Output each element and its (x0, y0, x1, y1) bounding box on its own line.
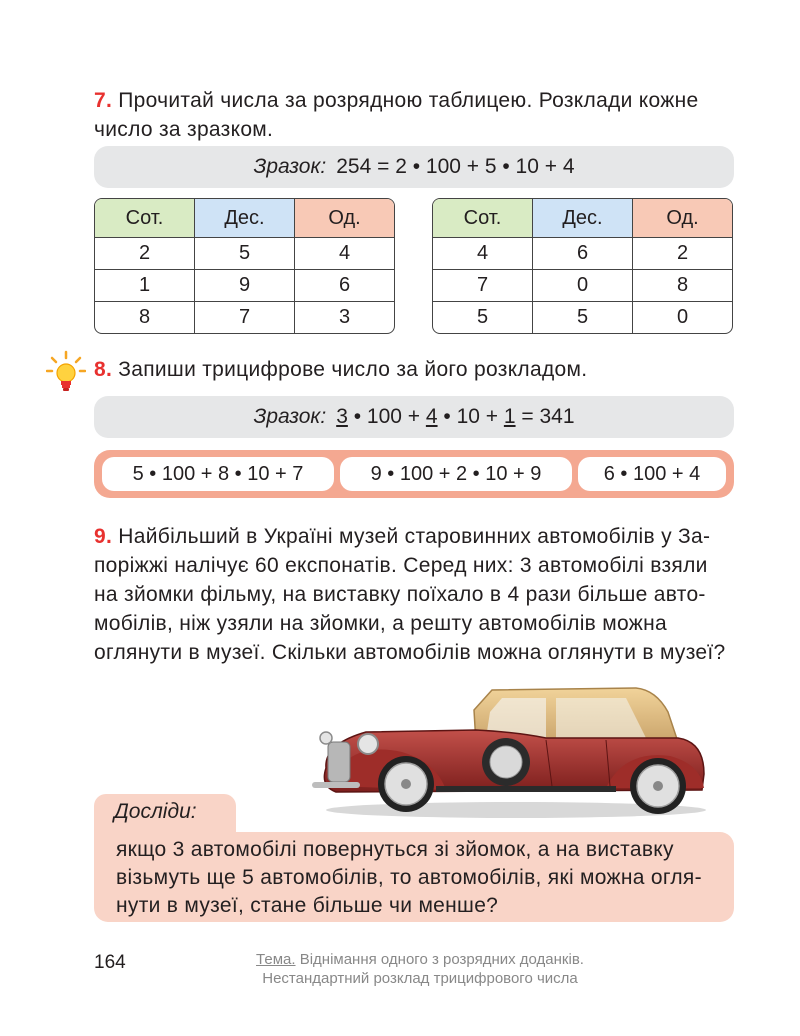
table-cell: 0 (533, 270, 633, 302)
explore-line: якщо 3 автомобілі повернуться зі зйомок, а на виставку (116, 838, 674, 861)
header-hundreds: Сот. (433, 199, 533, 238)
expression-card: 9 • 100 + 2 • 10 + 9 (340, 457, 572, 491)
table-row (95, 270, 394, 302)
table-cell: 6 (295, 270, 394, 302)
header-units: Од. (633, 199, 732, 238)
vintage-car-illustration (306, 682, 712, 822)
sample-part: • 100 + (347, 405, 426, 428)
task-9-text (94, 522, 744, 667)
table-cell: 7 (433, 270, 533, 302)
task-9-line: на зйомки фільму, на виставку поїхало в 4 рази більше авто- (94, 583, 706, 606)
table-cell: 5 (533, 302, 633, 333)
place-value-table-left (94, 198, 395, 334)
explore-line: візьмуть ще 5 автомобілів, то автомобілів, які можна огля- (116, 866, 702, 889)
table-row (95, 238, 394, 270)
table-cell: 2 (95, 238, 195, 270)
explore-line: нути в музеї, стане більше чи менше? (116, 894, 499, 917)
topic-line2: Нестандартний розклад трицифрового числа (262, 970, 578, 987)
table-cell: 1 (95, 270, 195, 302)
explore-title: Досліди: (114, 800, 197, 823)
table-cell: 5 (195, 238, 295, 270)
table-cell: 8 (95, 302, 195, 333)
task-7-number: 7. (94, 89, 113, 112)
table-cell: 0 (676, 306, 689, 328)
topic-line1: Віднімання одного з розрядних доданків. (295, 951, 584, 968)
sample-expression (336, 405, 574, 429)
sample-digit-units: 1 (503, 405, 516, 428)
table-cell: 8 (633, 270, 732, 302)
table-cell: 4 (295, 238, 394, 270)
table-cell: 4 (433, 238, 533, 270)
header-hundreds: Сот. (95, 199, 195, 238)
table-row (95, 302, 394, 333)
task-8-text (94, 355, 744, 384)
sample-label: Зразок: (253, 405, 327, 428)
task-7-sample-bar (94, 146, 734, 188)
task-9-line: Найбільший в Україні музей старовинних автомобілів у За- (118, 525, 711, 548)
task-9-line: оглянути в музеї. Скільки автомобілів можна оглянути в музеї? (94, 641, 726, 664)
table-row (433, 270, 732, 302)
task-9-line: поріжжі налічує 60 експонатів. Серед них: 3 автомобілі взяли (94, 554, 708, 577)
sample-part: = 341 (515, 405, 575, 428)
sample-digit-hundreds: 3 (336, 405, 348, 428)
expression-card: 6 • 100 + 4 (578, 457, 726, 491)
explore-text (116, 836, 716, 920)
table-row (433, 238, 732, 270)
sample-digit-tens: 4 (425, 405, 438, 428)
place-value-table-right (432, 198, 733, 334)
task-8-line: Запиши трицифрове число за його розкладом. (118, 358, 588, 381)
sample-label: Зразок: (253, 155, 327, 178)
task-8-number: 8. (94, 358, 113, 381)
task-9-line: мобілів, ніж узяли на зйомки, а решту автомобілів можна (94, 612, 667, 635)
page-number: 164 (94, 952, 126, 973)
table-cell: 3 (338, 306, 351, 328)
task-7-line1: Прочитай числа за розрядною таблицею. Розклади кожне (118, 89, 699, 112)
table-cell: 6 (533, 238, 633, 270)
table-cell: 9 (195, 270, 295, 302)
table-row (433, 302, 732, 333)
sample-part: • 10 + (437, 405, 504, 428)
expression-card: 5 • 100 + 8 • 10 + 7 (102, 457, 334, 491)
header-tens: Дес. (195, 199, 295, 238)
header-tens: Дес. (533, 199, 633, 238)
task-7-line2: число за зразком. (94, 118, 274, 141)
table-cell: 5 (433, 302, 533, 333)
topic-label: Тема. (256, 951, 296, 968)
footer-topic (200, 950, 640, 988)
table-cell: 7 (195, 302, 295, 333)
lightbulb-icon (46, 350, 86, 396)
sample-expression: 254 = 2 • 100 + 5 • 10 + 4 (336, 155, 575, 178)
header-units: Од. (295, 199, 394, 238)
task-7-text (94, 86, 744, 144)
table-cell: 2 (633, 238, 732, 270)
task-9-number: 9. (94, 525, 113, 548)
expressions-frame (94, 450, 734, 498)
task-8-sample-bar (94, 396, 734, 438)
